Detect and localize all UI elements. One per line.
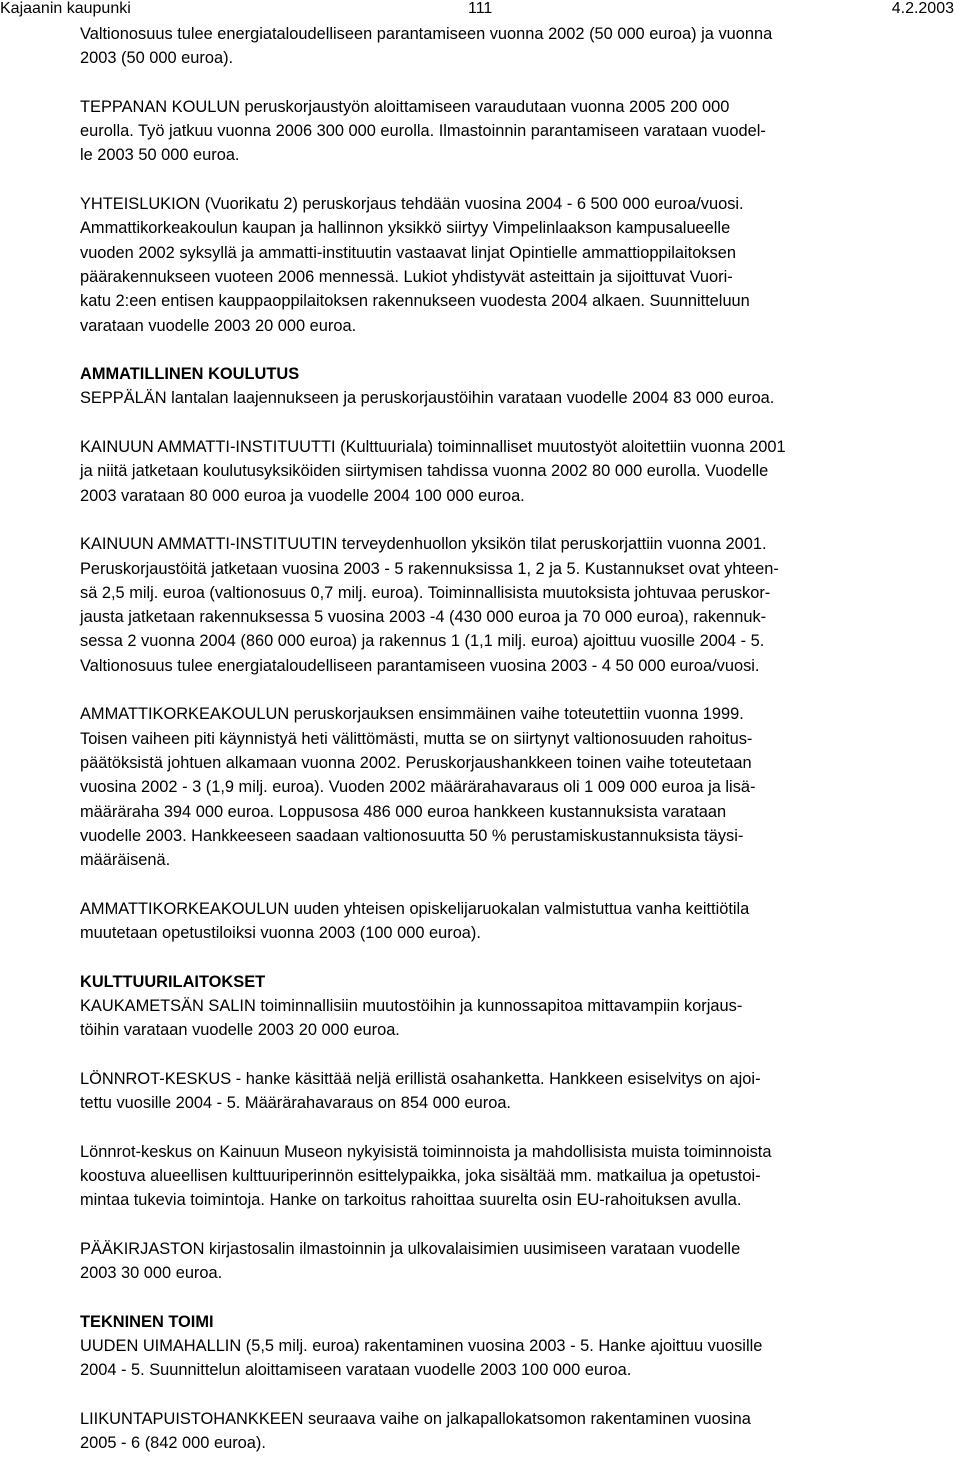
section [80,1310,940,1383]
text-line: 2003 (50 000 euroa). [80,49,234,68]
header-organization: Kajaanin kaupunki [0,0,131,17]
paragraph-spacer [80,678,940,702]
paragraph [80,435,940,508]
text-line: KAINUUN AMMATTI-INSTITUUTIN terveydenhuollon yksikön tilat peruskorjattiin vuonna 2001. [80,535,767,554]
text-line: 2004 - 5. Suunnittelun aloittamiseen varataan vuodelle 2003 100 000 euroa. [80,1361,632,1380]
paragraph [80,1407,940,1456]
paragraph-spacer [80,1115,940,1139]
paragraph [80,1140,940,1213]
text-line: päätöksistä johtuen alkamaan vuonna 2002. Peruskorjaushankkeen toinen vaihe toteutetaan [80,753,752,772]
text-line: Peruskorjaustöitä jatketaan vuosina 2003 - 5 rakennuksissa 1, 2 ja 5. Kustannukset ovat yhteen- [80,559,779,578]
header-date: 4.2.2003 [891,0,954,17]
text-line: AMMATTIKORKEAKOULUN peruskorjauksen ensimmäinen vaihe toteutettiin vuonna 1999. [80,705,744,724]
text-line: Lönnrot-keskus on Kainuun Museon nykyisistä toiminnoista ja mahdollisista muista toiminnoista [80,1142,772,1161]
section-heading: AMMATILLINEN KOULUTUS [80,365,300,384]
paragraph-spacer [80,338,940,362]
text-line: muutetaan opetustiloiksi vuonna 2003 (100 000 euroa). [80,923,481,942]
paragraph-spacer [80,411,940,435]
section-heading: TEKNINEN TOIMI [80,1312,214,1331]
paragraph-spacer [80,168,940,192]
text-line: AMMATTIKORKEAKOULUN uuden yhteisen opiskelijaruokalan valmistuttua vanha keittiötila [80,899,750,918]
text-line: sä 2,5 milj. euroa (valtionosuus 0,7 milj. euroa). Toiminnallisista muutoksista johtuvaa peruskor- [80,583,771,602]
text-line: TEPPANAN KOULUN peruskorjaustyön aloittamiseen varaudutaan vuonna 2005 200 000 [80,97,730,116]
paragraph-spacer [80,1285,940,1309]
text-line: 2005 - 6 (842 000 euroa). [80,1434,266,1453]
document-body [80,22,940,1456]
paragraph [80,897,940,946]
section [80,362,940,411]
paragraph-spacer [80,508,940,532]
text-line: vuoden 2002 syksyllä ja ammatti-instituutin vastaavat linjat Opintielle ammattioppilaitoksen [80,243,736,262]
page-header [0,0,960,22]
text-line: määräisenä. [80,851,171,870]
paragraph-spacer [80,1213,940,1237]
text-line: koostuva alueellisen kulttuuriperinnön esittelypaikka, joka sisältää mm. matkailua ja opetustoi- [80,1166,761,1185]
header-page-number: 111 [468,0,493,17]
text-line: sessa 2 vuonna 2004 (860 000 euroa) ja rakennus 1 (1,1 milj. euroa) ajoittuu vuosille 2004 - 5. [80,632,765,651]
text-line: töihin varataan vuodelle 2003 20 000 euroa. [80,1021,400,1040]
paragraph [80,95,940,168]
paragraph-spacer [80,945,940,969]
text-line: vuodelle 2003. Hankkeeseen saadaan valtionosuutta 50 % perustamiskustannuksista täysi- [80,826,744,845]
paragraph [80,192,940,338]
text-line: KAUKAMETSÄN SALIN toiminnallisiin muutostöihin ja kunnossapitoa mittavampiin korjaus- [80,996,743,1015]
text-line: 2003 30 000 euroa. [80,1264,223,1283]
paragraph [80,22,940,71]
section [80,970,940,1043]
paragraph [80,1237,940,1286]
text-line: määräraha 394 000 euroa. Loppusosa 486 000 euroa hankkeen kustannuksista varataan [80,802,727,821]
text-line: LIIKUNTAPUISTOHANKKEEN seuraava vaihe on jalkapallokatsomon rakentaminen vuosina [80,1409,751,1428]
paragraph [80,702,940,872]
text-line: YHTEISLUKION (Vuorikatu 2) peruskorjaus tehdään vuosina 2004 - 6 500 000 euroa/vuosi. [80,195,744,214]
text-line: LÖNNROT-KESKUS - hanke käsittää neljä erillistä osahanketta. Hankkeen esiselvitys on ajoi- [80,1069,761,1088]
text-line: PÄÄKIRJASTON kirjastosalin ilmastoinnin ja ulkovalaisimien uusimiseen varataan vuodelle [80,1239,741,1258]
paragraph-spacer [80,71,940,95]
text-line: 2003 varataan 80 000 euroa ja vuodelle 2004 100 000 euroa. [80,486,525,505]
text-line: KAINUUN AMMATTI-INSTITUUTTI (Kulttuuriala) toiminnalliset muutostyöt aloitettiin vuonna 2001 [80,438,786,457]
text-line: Valtionosuus tulee energiataloudelliseen parantamiseen vuosina 2003 - 4 50 000 euroa/vuosi. [80,656,760,675]
paragraph [80,532,940,678]
text-line: UUDEN UIMAHALLIN (5,5 milj. euroa) rakentaminen vuosina 2003 - 5. Hanke ajoittuu vuosille [80,1337,763,1356]
paragraph [80,1067,940,1116]
paragraph-spacer [80,1042,940,1066]
text-line: varataan vuodelle 2003 20 000 euroa. [80,316,357,335]
text-line: eurolla. Työ jatkuu vuonna 2006 300 000 eurolla. Ilmastoinnin parantamiseen varataan vuodel- [80,122,766,141]
text-line: tettu vuosille 2004 - 5. Määrärahavaraus on 854 000 euroa. [80,1094,511,1113]
text-line: Ammattikorkeakoulun kaupan ja hallinnon yksikkö siirtyy Vimpelinlaakson kampusalueelle [80,219,731,238]
section-heading: KULTTUURILAITOKSET [80,972,266,991]
text-line: jausta jatketaan rakennuksessa 5 vuosina 2003 -4 (430 000 euroa ja 70 000 euroa), rakennuk- [80,608,767,627]
paragraph-spacer [80,872,940,896]
text-line: Toisen vaiheen piti käynnistyä heti välittömästi, mutta se on siirtynyt valtionosuuden rahoitus- [80,729,753,748]
text-line: päärakennukseen vuoteen 2006 mennessä. Lukiot yhdistyvät asteittain ja sijoittuvat Vuori- [80,267,733,286]
text-line: vuosina 2002 - 3 (1,9 milj. euroa). Vuoden 2002 määrärahavaraus oli 1 009 000 euroa ja lisä- [80,778,756,797]
text-line: ja niitä jatketaan koulutusyksiköiden siirtymisen tahdissa vuonna 2002 80 000 eurolla. Vuodelle [80,462,769,481]
text-line: le 2003 50 000 euroa. [80,146,240,165]
text-line: Valtionosuus tulee energiataloudelliseen parantamiseen vuonna 2002 (50 000 euroa) ja vuonna [80,25,773,43]
text-line: mintaa tukevia toimintoja. Hanke on tarkoitus rahoittaa suurelta osin EU-rahoituksen avulla. [80,1191,742,1210]
text-line: katu 2:een entisen kauppaoppilaitoksen rakennukseen vuodesta 2004 alkaen. Suunnitteluun [80,292,750,311]
text-line: SEPPÄLÄN lantalan laajennukseen ja peruskorjaustöihin varataan vuodelle 2004 83 000 euroa. [80,389,775,408]
paragraph-spacer [80,1383,940,1407]
